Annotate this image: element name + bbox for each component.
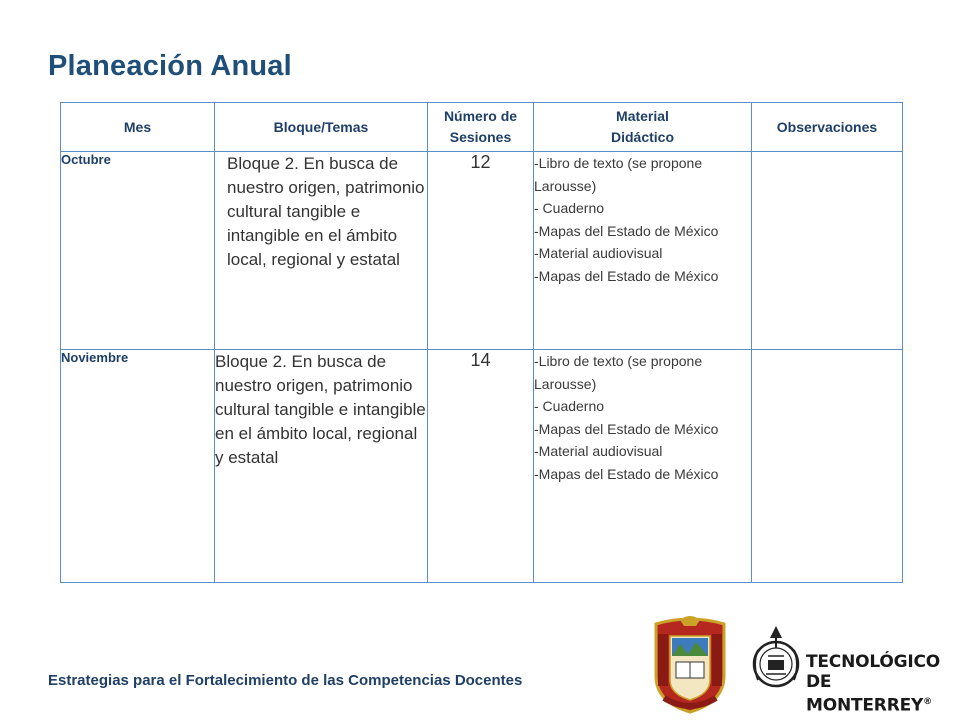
seal-right-band [712,634,722,686]
header-mes: Mes [61,103,215,152]
header-observaciones: Observaciones [752,103,903,152]
material-item: -Material audiovisual [534,443,663,459]
cell-material [534,152,752,350]
cell-sesiones: 12 [428,152,534,350]
material-item: -Mapas del Estado de México [534,222,719,239]
tec-monterrey-wordmark [806,652,960,716]
registered-mark: ® [923,697,932,707]
table-header-row [61,103,903,152]
material-item: - Cuaderno [534,398,605,414]
table-row [61,350,903,583]
cell-sesiones: 14 [428,350,534,583]
material-item: -Mapas del Estado de México [534,465,719,482]
material-item: -Mapas del Estado de México [534,420,719,437]
material-item: - Cuaderno [534,200,605,216]
estado-de-mexico-seal-icon [650,614,730,714]
header-bloque: Bloque/Temas [215,103,428,152]
page-title: Planeación Anual [48,50,292,82]
cell-observaciones [752,350,903,583]
header-material: Material Didáctico [534,103,752,152]
cell-bloque: Bloque 2. En busca de nuestro origen, patrimonio cultural tangible e intangible en el ámbito local, regional y estatal [215,350,428,583]
material-item: -Mapas del Estado de México [534,267,719,284]
tec-wordmark-line1: TECNOLÓGICO [806,652,941,672]
cell-observaciones [752,152,903,350]
cell-bloque: Bloque 2. En busca de nuestro origen, patrimonio cultural tangible e intangible en el ámbito local, regional y estatal [215,152,428,350]
material-item: -Libro de texto (se propone Larousse) [534,353,703,392]
footer-text: Estrategias para el Fortalecimiento de las Competencias Docentes [48,672,523,689]
material-item: -Material audiovisual [534,245,663,261]
emblem-lamp [770,626,782,638]
cell-material [534,350,752,583]
tec-wordmark-line2: DE MONTERREY® [806,672,932,716]
seal-left-band [658,634,668,686]
table-row [61,152,903,350]
material-item: -Libro de texto (se propone Larousse) [534,155,703,194]
header-sesiones: Número de Sesiones [428,103,534,152]
tec-monterrey-emblem-icon [748,620,804,700]
cell-mes: Octubre [61,152,215,350]
annual-plan-table [60,102,903,583]
cell-mes: Noviembre [61,350,215,583]
emblem-center [768,660,784,670]
seal-crest [680,616,700,626]
